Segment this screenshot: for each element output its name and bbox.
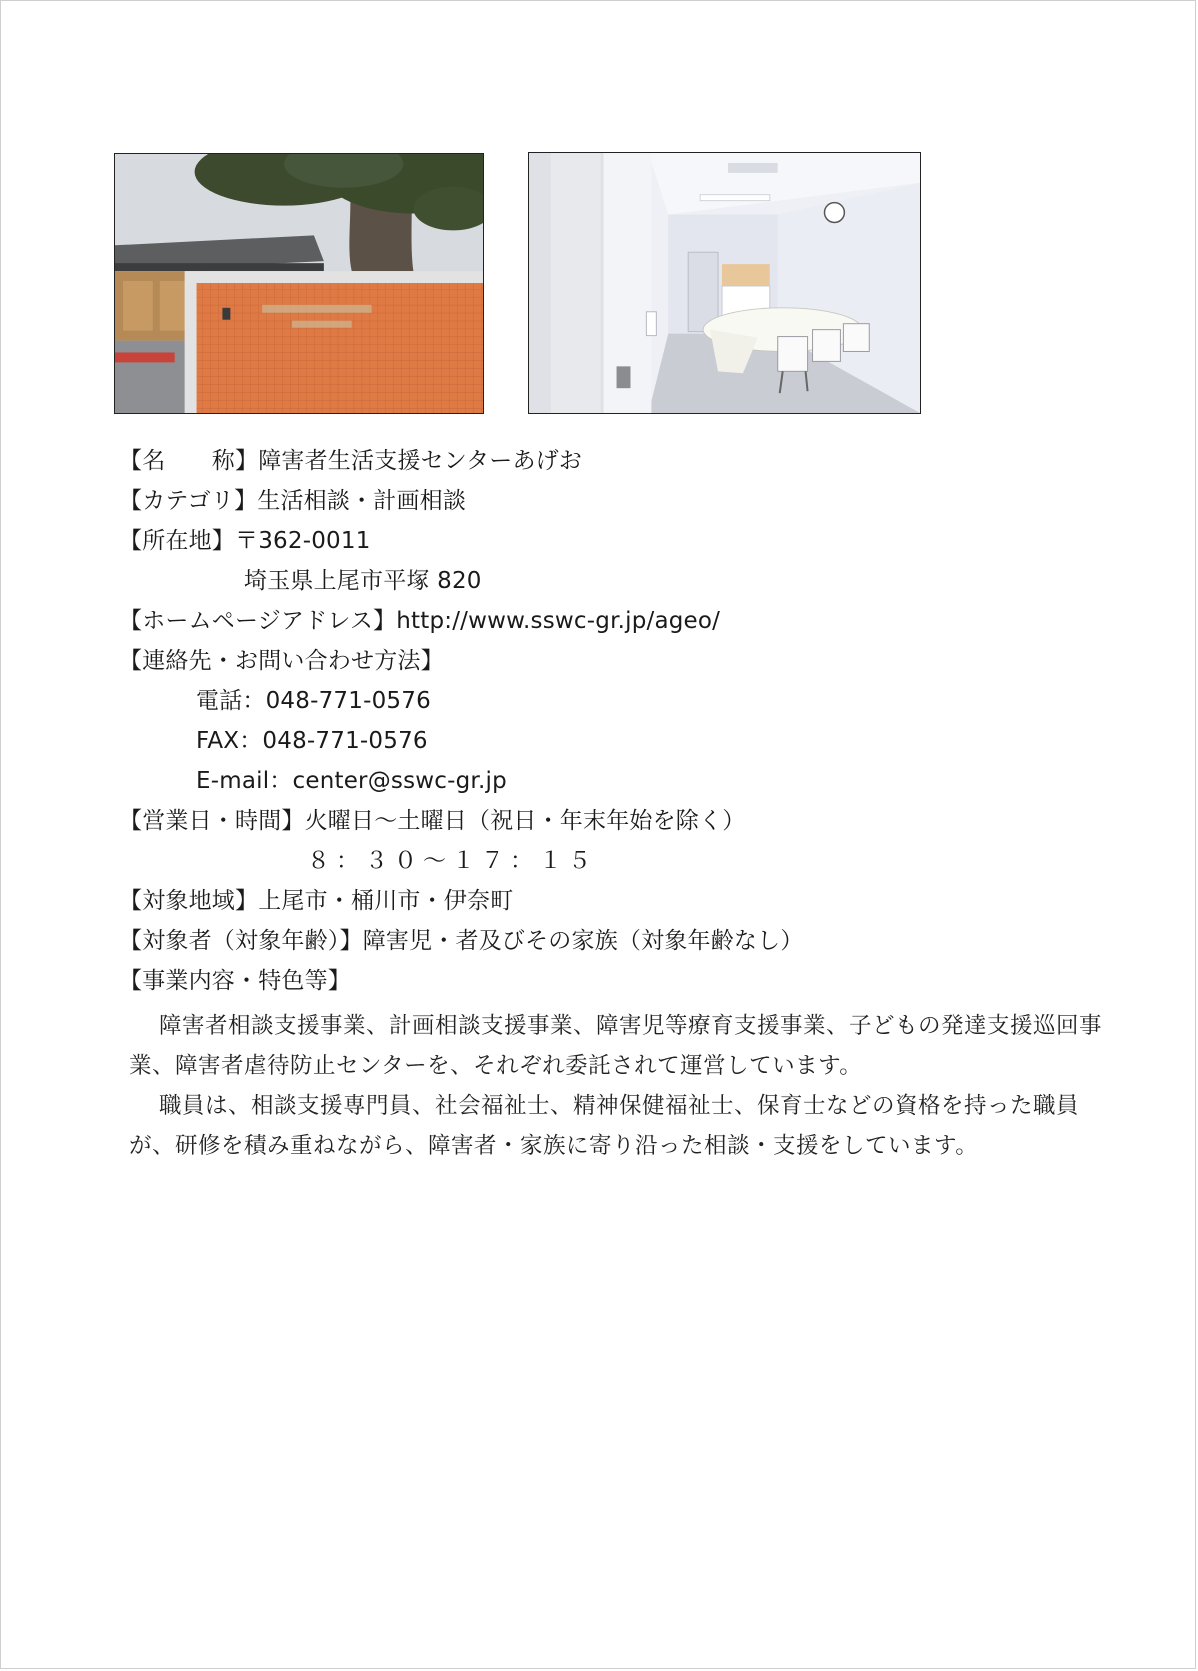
fax-number: FAX：048-771-0576: [196, 728, 428, 754]
service-area: 【対象地域】上尾市・桶川市・伊奈町: [119, 888, 514, 914]
staff-description: 職員は、相談支援専門員、社会福祉士、精神保健福祉士、保育士などの資格を持った職員が、研修を積み重ねながら、障害者・家族に寄り沿った相談・支援をしています。: [129, 1093, 1080, 1159]
phone-number: 電話：048-771-0576: [196, 688, 431, 714]
business-description: 障害者相談支援事業、計画相談支援事業、障害児等療育支援事業、子どもの発達支援巡回事業、障害者虐待防止センターを、それぞれ委託されて運営しています。: [129, 1013, 1103, 1079]
business-days: 【営業日・時間】火曜日～土曜日（祝日・年末年始を除く）: [119, 808, 746, 834]
target-users: 【対象者（対象年齢）】障害児・者及びその家族（対象年齢なし）: [119, 928, 804, 954]
consultation-room-image: [529, 153, 920, 413]
postal-code: 【所在地】〒362-0011: [119, 528, 371, 554]
homepage-address: 【ホームページアドレス】http://www.sswc-gr.jp/ageo/: [119, 608, 721, 634]
business-heading: 【事業内容・特色等】: [119, 968, 351, 994]
email-address: E-mail：center@sswc-gr.jp: [196, 768, 507, 794]
business-hours: ８：３０～１７：１５: [307, 848, 597, 874]
address: 埼玉県上尾市平塚 820: [244, 568, 482, 594]
building-exterior-image: [115, 154, 483, 413]
building-exterior-photo: [114, 153, 484, 414]
contact-heading: 【連絡先・お問い合わせ方法】: [119, 648, 444, 674]
consultation-room-photo: [528, 152, 921, 414]
category: 【カテゴリ】生活相談・計画相談: [119, 488, 467, 514]
facility-name: 【名 称】障害者生活支援センターあげお: [119, 448, 583, 474]
